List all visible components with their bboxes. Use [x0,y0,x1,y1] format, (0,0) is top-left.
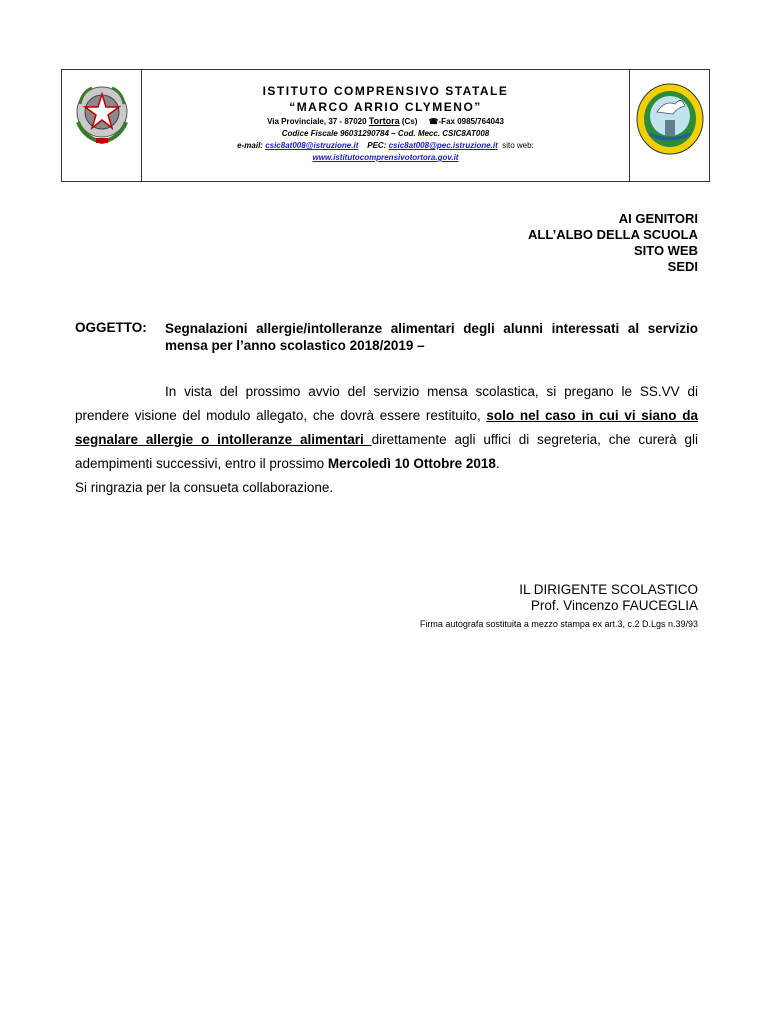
letterhead-divider-right [629,70,630,181]
body-paragraph [75,380,698,476]
site-line [142,152,629,164]
address-prefix: Via Provinciale, 37 - 87020 [267,117,369,126]
letterhead [61,69,710,182]
site-link[interactable]: www.istitutocomprensivotortora.gov.it [312,153,459,162]
subject-text: Segnalazioni allergie/intolleranze alimentari degli alunni interessati al servizio mensa per l’anno scolastico 2018/2019 – [165,321,698,353]
fiscal-code: Codice Fiscale 96031290784 – Cod. Mecc. CSIC8AT008 [281,129,490,138]
phone-icon: ☎ [428,117,439,126]
recipient-line: ALL’ALBO DELLA SCUOLA [528,227,698,242]
body-text: In vista del prossimo avvio del servizio mensa scolastica, si pregano le SS.VV di prendere visione del modulo allegato, che dovrà essere restituito, [75,384,698,423]
closing-paragraph: Si ringrazia per la consueta collaborazione. [75,480,334,495]
address-town: Tortora [368,116,400,126]
recipients-block [528,211,698,275]
subject-label: OGGETTO: [75,320,147,335]
pec-link[interactable]: csic8at008@pec.istruzione.it [388,141,498,150]
signer-role: IL DIRIGENTE SCOLASTICO [519,582,698,597]
institute-name: ISTITUTO COMPRENSIVO STATALE [262,84,509,98]
email-link[interactable]: csic8at008@istruzione.it [265,141,359,150]
italian-republic-emblem-icon [72,82,132,146]
fax-number: -Fax 0985/764043 [438,117,504,126]
recipient-line: SEDI [667,259,698,274]
school-logo-icon [635,82,705,156]
letterhead-text [142,83,629,164]
institute-subname: “MARCO ARRIO CLYMENO” [289,100,482,114]
pec-label: PEC: [367,141,389,150]
email-label: e-mail: [237,141,266,150]
address-suffix: (Cs) [399,117,418,126]
body-text: . [495,456,500,471]
recipient-line: AI GENITORI [618,211,698,226]
recipient-line: SITO WEB [633,243,698,258]
deadline-date: Mercoledì 10 Ottobre 2018 [327,456,496,471]
site-label: sito web: [502,141,534,150]
contacts-line [142,140,629,152]
address-line [142,115,629,128]
body-emphasis: solo nel caso in cui vi siano da segnalare allergie o intolleranze alimentari [75,408,698,447]
signature-block [420,582,698,631]
body-text: direttamente agli uffici di segreteria, che curerà gli adempimenti successivi, entro il prossimo [75,432,698,471]
signature-note: Firma autografa sostituita a mezzo stampa ex art.3, c.2 D.Lgs n.39/93 [419,619,698,629]
signer-name: Prof. Vincenzo FAUCEGLIA [530,598,698,613]
letter-body [75,380,698,500]
